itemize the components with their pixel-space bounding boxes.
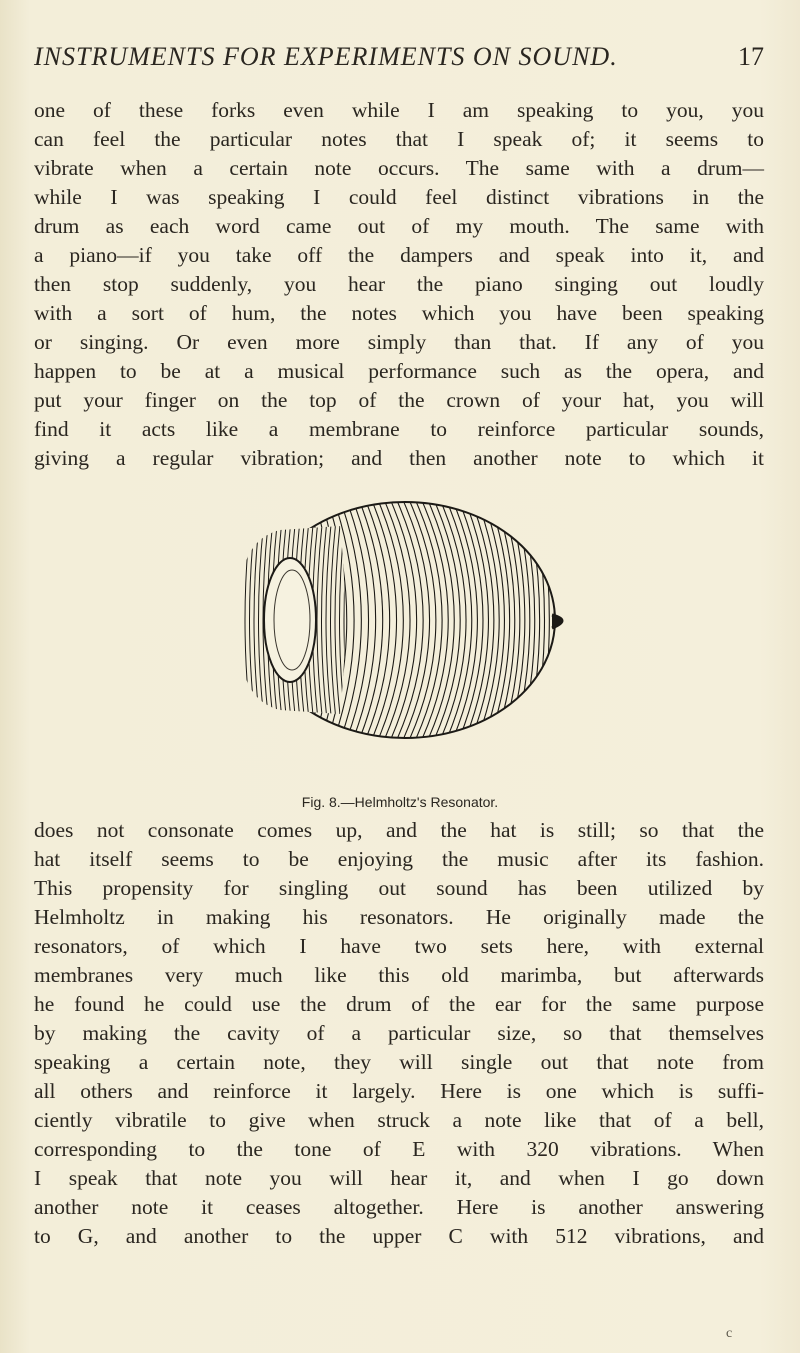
text-line: speaking a certain note, they will single out that note from (34, 1050, 764, 1074)
resonator-nipple (552, 615, 562, 628)
text-line: or singing. Or even more simply than that. If any of you (34, 330, 764, 354)
text-line: Helmholtz in making his resonators. He originally made the (34, 905, 764, 929)
running-title: INSTRUMENTS FOR EXPERIMENTS ON SOUND. (34, 42, 618, 71)
text-line: all others and reinforce it largely. Here is one which is suffi- (34, 1079, 764, 1103)
text-line: does not consonate comes up, and the hat is still; so that the (34, 818, 764, 842)
text-line: he found he could use the drum of the ear for the same purpose (34, 992, 764, 1016)
page-header (34, 42, 764, 82)
text-line: one of these forks even while I am speaking to you, you (34, 98, 764, 122)
resonator-opening (264, 558, 316, 682)
paragraph-top (34, 96, 764, 473)
text-line: a piano—if you take off the dampers and speak into it, and (34, 243, 764, 267)
text-line: I speak that note you will hear it, and when I go down (34, 1166, 764, 1190)
text-line: while I was speaking I could feel distinct vibrations in the (34, 185, 764, 209)
paragraph-bottom (34, 816, 764, 1251)
text-line: find it acts like a membrane to reinforce particular sounds, (34, 417, 764, 441)
page-number: 17 (738, 42, 764, 71)
figure-caption: Fig. 8.—Helmholtz's Resonator. (301, 794, 499, 810)
text-line: hat itself seems to be enjoying the music after its fashion. (34, 847, 764, 871)
text-line: another note it ceases altogether. Here is another answering (34, 1195, 764, 1219)
text-line: by making the cavity of a particular size, so that themselves (34, 1021, 764, 1045)
text-line: resonators, of which I have two sets here, with external (34, 934, 764, 958)
text-line: membranes very much like this old marimba, but afterwards (34, 963, 764, 987)
text-line: giving a regular vibration; and then another note to which it (34, 446, 764, 470)
text-line: This propensity for singling out sound has been utilized by (34, 876, 764, 900)
text-line: put your finger on the top of the crown of your hat, you will (34, 388, 764, 412)
text-line: then stop suddenly, you hear the piano singing out loudly (34, 272, 764, 296)
text-line: to G, and another to the upper C with 512 vibrations, and (34, 1224, 764, 1248)
text-line: vibrate when a certain note occurs. The same with a drum— (34, 156, 764, 180)
text-line: drum as each word came out of my mouth. The same with (34, 214, 764, 238)
text-line: can feel the particular notes that I speak of; it seems to (34, 127, 764, 151)
text-line: ciently vibratile to give when struck a note like that of a bell, (34, 1108, 764, 1132)
text-line: with a sort of hum, the notes which you have been speaking (34, 301, 764, 325)
text-line: happen to be at a musical performance such as the opera, and (34, 359, 764, 383)
text-line: corresponding to the tone of E with 320 vibrations. When (34, 1137, 764, 1161)
helmholtz-resonator-illustration (200, 470, 600, 770)
catchword: c (726, 1326, 733, 1341)
